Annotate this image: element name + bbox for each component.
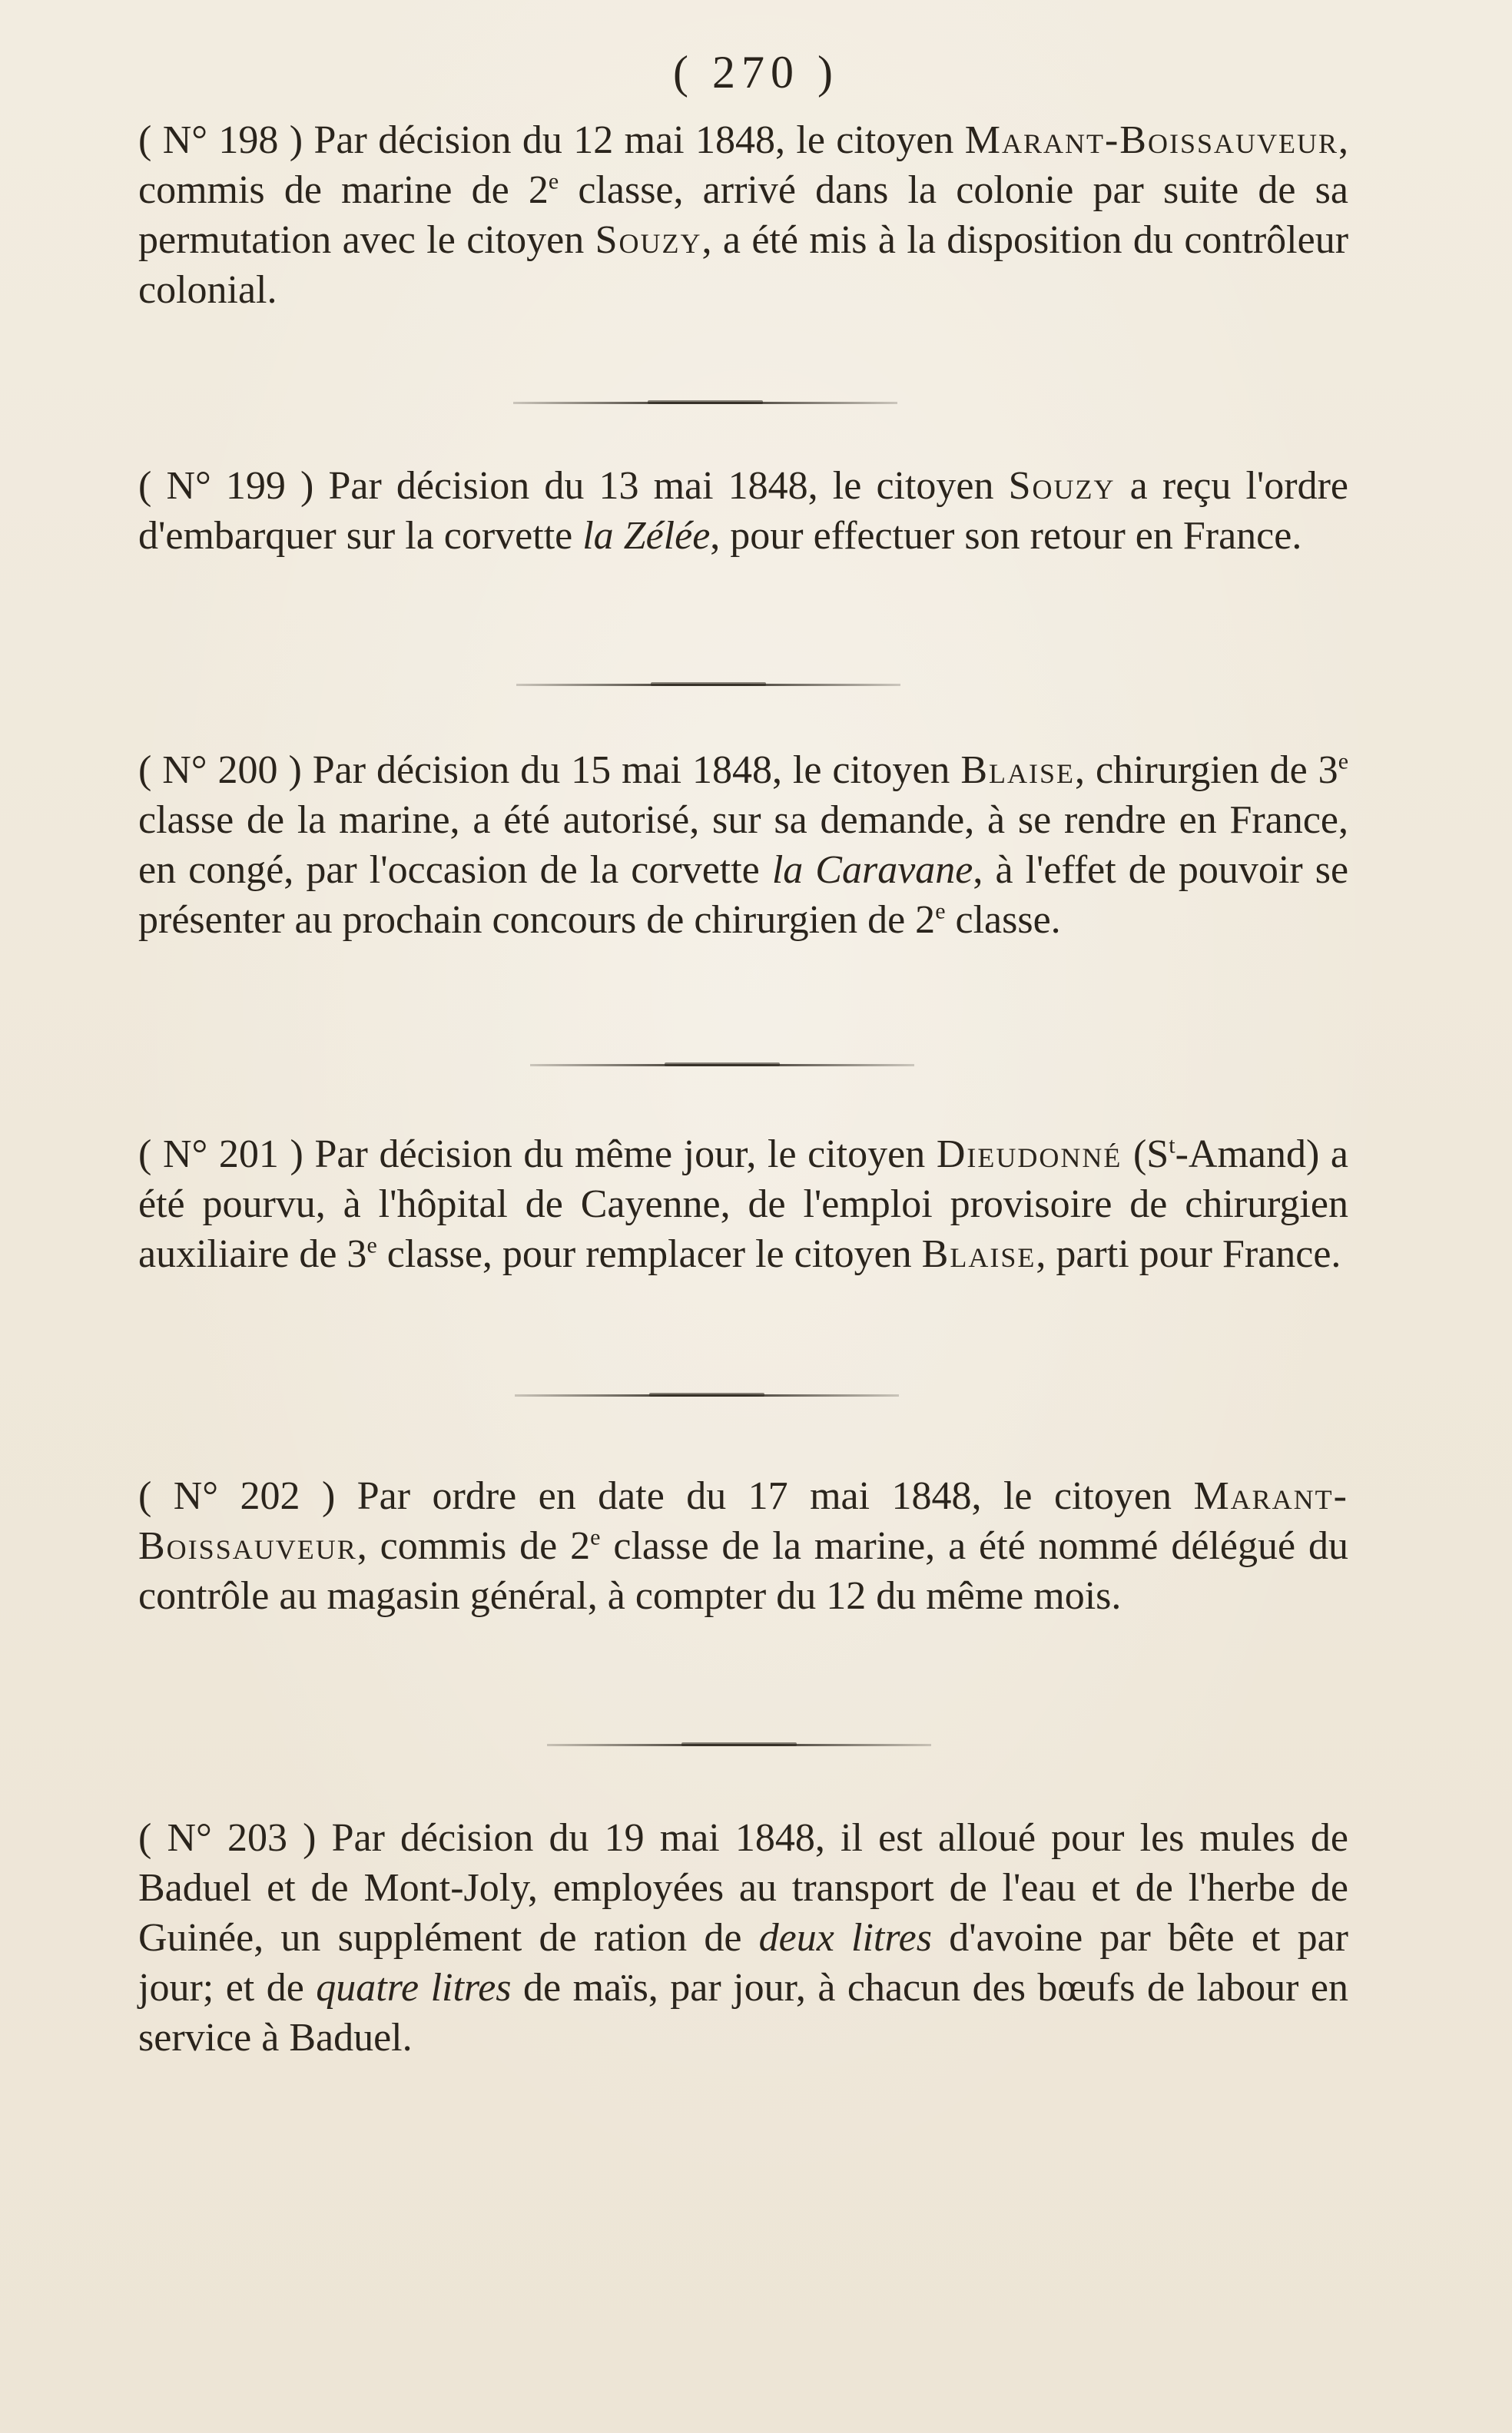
entry-203 — [138, 1813, 1348, 2063]
separator-rule — [513, 402, 897, 404]
entry-number: ( N° 200 ) — [138, 748, 302, 792]
entry-202 — [138, 1471, 1348, 1621]
person-name: Souzy — [595, 218, 702, 262]
entry-text: Par décision du 13 mai 1848, le citoyen — [313, 464, 1009, 508]
separator-rule — [547, 1744, 931, 1746]
entry-text: classe de la marine, a été autorisé, sur sa demande, à se rendre en France, en congé, par l'occasion de la corvette — [138, 798, 1348, 892]
entry-200 — [138, 745, 1348, 945]
ordinal-superscript: e — [590, 1524, 601, 1550]
entry-text: de maïs, par jour, à chacun des bœufs de labour en service à Baduel. — [138, 1966, 1348, 2060]
entry-text: , pour effectuer son retour en France. — [710, 514, 1302, 558]
page-number: ( 270 ) — [673, 47, 839, 98]
entry-text: classe, arrivé dans la colonie par suite de sa permutation avec le citoyen — [138, 168, 1348, 262]
person-name: Dieudonné — [936, 1132, 1122, 1176]
person-name: Blaise — [921, 1232, 1036, 1276]
entry-number: ( N° 203 ) — [138, 1816, 317, 1860]
abbreviation-superscript: t — [1169, 1132, 1175, 1158]
person-name: Blaise — [960, 748, 1076, 792]
ship-name: la Caravane — [771, 848, 973, 892]
separator-rule — [516, 684, 900, 686]
ordinal-superscript: e — [1338, 748, 1349, 774]
entry-text: Par décision du 15 mai 1848, le citoyen — [301, 748, 961, 792]
entry-text: , à l'effet de pouvoir se présenter au prochain concours de chirurgien de 2 — [138, 848, 1349, 942]
entry-text: Par décision du 19 mai 1848, il est alloué pour les mules de Baduel et de Mont-Joly, employées au transport de l'eau et de l'herbe de Guinée, un supplément de ration de — [138, 1816, 1348, 1960]
ordinal-superscript: e — [548, 168, 559, 194]
ship-name: la Zélée — [582, 514, 711, 558]
entry-text: (S — [1122, 1132, 1169, 1176]
person-name: Souzy — [1008, 464, 1116, 508]
entry-201 — [138, 1129, 1348, 1279]
entry-number: ( N° 202 ) — [138, 1474, 336, 1518]
entry-text: Par ordre en date du 17 mai 1848, le citoyen — [335, 1474, 1194, 1518]
entry-199 — [138, 461, 1348, 561]
entry-number: ( N° 198 ) — [138, 118, 303, 162]
entry-text: -Amand) a été pourvu, à l'hôpital de Cayenne, de l'emploi provisoire de chirurgien auxiliaire de 3 — [138, 1132, 1348, 1276]
italic-quantity: deux litres — [758, 1916, 932, 1960]
italic-quantity: quatre litres — [316, 1966, 512, 2010]
person-name: Marant-Boissauveur — [138, 1474, 1348, 1568]
entry-text: , commis de marine de 2 — [138, 118, 1348, 212]
entry-text: classe. — [945, 898, 1061, 942]
entry-number: ( N° 201 ) — [138, 1132, 303, 1176]
ordinal-superscript: e — [935, 898, 946, 924]
entry-text: classe de la marine, a été nommé délégué du contrôle au magasin général, à compter du 12 du même mois. — [138, 1524, 1348, 1618]
ordinal-superscript: e — [366, 1232, 377, 1258]
separator-rule — [515, 1394, 899, 1397]
entry-text: a reçu l'ordre d'embarquer sur la corvette — [138, 464, 1349, 558]
person-name: Marant-Boissauveur — [964, 118, 1338, 162]
entry-text: , a été mis à la disposition du contrôleur colonial. — [138, 218, 1349, 312]
entry-text: classe, pour remplacer le citoyen — [376, 1232, 922, 1276]
entry-text: , chirurgien de 3 — [1075, 748, 1338, 792]
entry-text: Par décision du même jour, le citoyen — [303, 1132, 937, 1176]
entry-number: ( N° 199 ) — [138, 464, 314, 508]
separator-rule — [530, 1064, 914, 1066]
entry-text: , parti pour France. — [1036, 1232, 1341, 1276]
entry-text: , commis de 2 — [356, 1524, 591, 1568]
entry-198 — [138, 115, 1348, 315]
entry-text: d'avoine par bête et par jour; et de — [138, 1916, 1348, 2010]
entry-text: Par décision du 12 mai 1848, le citoyen — [303, 118, 965, 162]
